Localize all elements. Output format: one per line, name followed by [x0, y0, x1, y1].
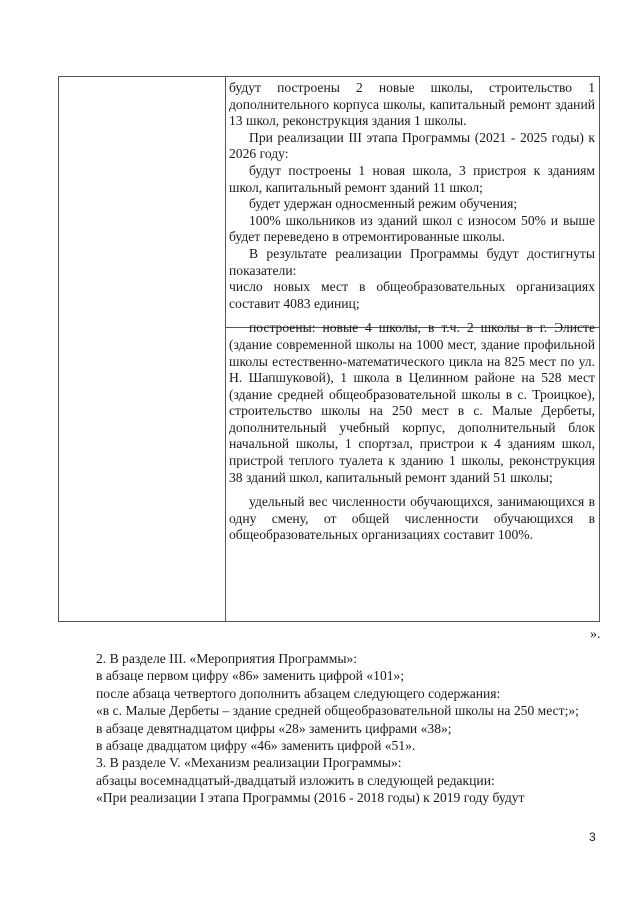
amendment-line: «При реализации I этапа Программы (2016 - 2018 годы) к 2019 году будут: [96, 790, 525, 806]
cell-paragraph: число новых мест в общеобразовательных организациях составит 4083 единиц;: [229, 279, 595, 311]
amendment-line: в абзаце двадцатом цифру «46» заменить цифрой «51».: [96, 738, 416, 754]
cell-paragraph: будет удержан односменный режим обучения;: [249, 196, 518, 212]
cell-paragraph: будут построены 2 новые школы, строительство 1 дополнительного корпуса школы, капитальный ремонт зданий 13 школ, реконструкция здания 1 школы.: [229, 80, 595, 129]
cell-paragraph: 100% школьников из зданий школ с износом 50% и выше будет переведено в отремонтированные школы.: [229, 212, 595, 245]
amendment-line: 2. В разделе III. «Мероприятия Программы»:: [96, 651, 358, 666]
table-column-divider: [225, 77, 226, 621]
amendment-line: в абзаце первом цифру «86» заменить цифрой «101»;: [96, 668, 405, 684]
cell-paragraph: В результате реализации Программы будут достигнуты показатели:: [229, 245, 595, 278]
cell-paragraph: построены: новые 4 школы, в т.ч. 2 школы в г. Элисте (здание современной школы на 1000 мест, здание профильной школы естественно-математического цикла на 825 мест по ул. Н. Шапшуковой), 1 школа в Целинном районе на 528 мест (здание средней общеобразовательной школы в с. Троицкое), строительство школы на 250 мест в с. Малые Дербеты, дополнительный учебный корпус, дополнительный блок начальной школы, 1 спортзал, пристрои к 4 зданиям школ, пристрой теплого туалета к зданию 1 школы, реконструкция 38 зданий школ, капитальный ремонт зданий 51 школы;: [229, 320, 595, 485]
closing-quote-mark: ».: [590, 627, 601, 642]
page-number: 3: [589, 830, 596, 844]
amendment-line: «в с. Малые Дербеты – здание средней общеобразовательной школы на 250 мест;»;: [96, 703, 579, 719]
cell-paragraph: удельный вес численности обучающихся, занимающихся в одну смену, от общей численности обучающихся в общеобразовательных организациях составит 100%.: [229, 494, 595, 543]
amendment-line: 3. В разделе V. «Механизм реализации Программы»:: [96, 755, 402, 771]
amendment-line: абзацы восемнадцатый-двадцатый изложить в следующей редакции:: [96, 772, 495, 788]
table-cell-text: [229, 80, 595, 544]
cell-paragraph: При реализации III этапа Программы (2021 - 2025 годы) к 2026 году:: [229, 129, 595, 162]
amendments-text: [96, 650, 602, 807]
amendment-line: в абзаце девятнадцатом цифры «28» заменить цифрами «38»;: [96, 720, 452, 736]
cell-paragraph: будут построены 1 новая школа, 3 пристроя к зданиям школ, капитальный ремонт зданий 11 школ;: [229, 162, 595, 195]
amendment-line: после абзаца четвертого дополнить абзацем следующего содержания:: [96, 685, 501, 701]
